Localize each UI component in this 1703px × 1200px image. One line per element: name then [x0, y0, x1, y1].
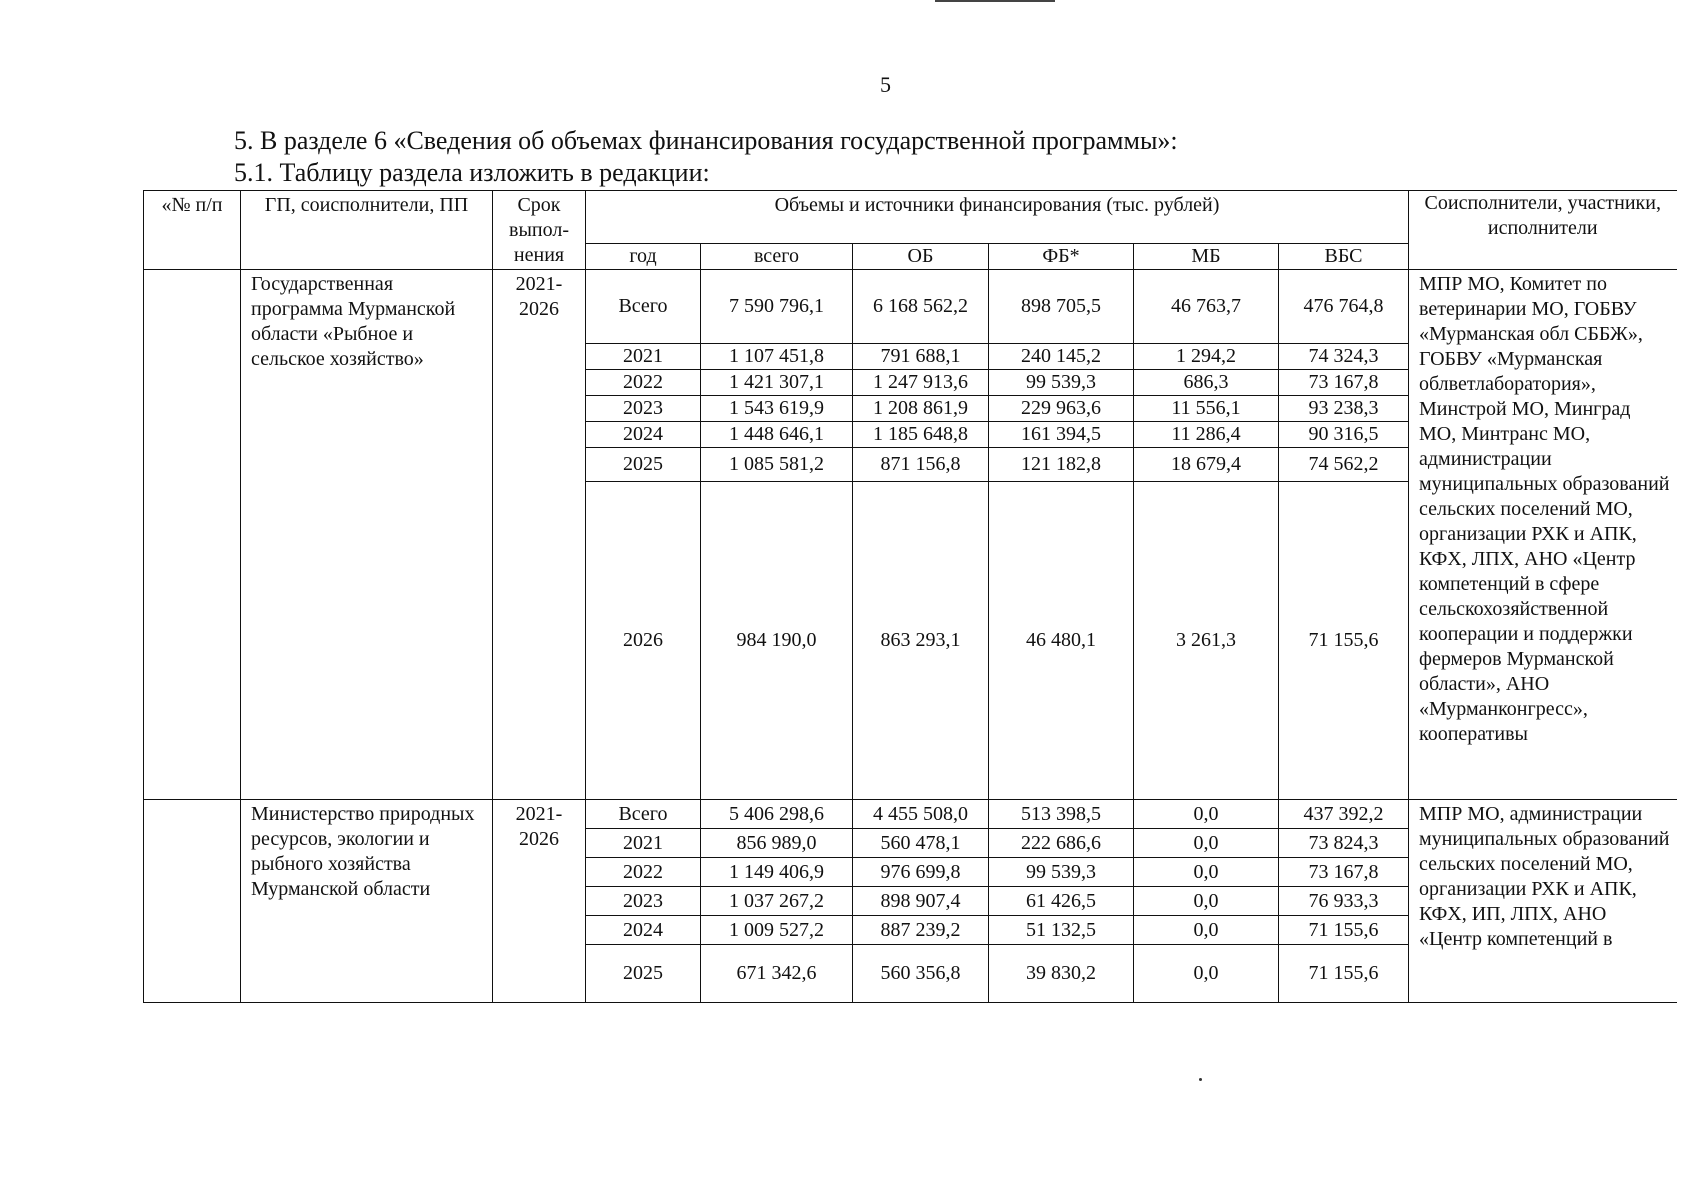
- mb-cell: 18 679,4: [1134, 448, 1279, 482]
- year-cell: 2025: [586, 945, 701, 1003]
- total-cell: 1 107 451,8: [701, 344, 853, 370]
- fb-cell: 46 480,1: [989, 482, 1134, 800]
- year-cell: 2021: [586, 829, 701, 858]
- ob-cell: 791 688,1: [853, 344, 989, 370]
- page-number: 5: [880, 72, 891, 97]
- ob-cell: 6 168 562,2: [853, 270, 989, 344]
- total-cell: 1 543 619,9: [701, 396, 853, 422]
- header-name: ГП, соисполнители, ПП: [241, 191, 493, 270]
- section-heading: 5. В разделе 6 «Сведения об объемах финансирования государственной программы»:: [234, 126, 1178, 155]
- year-cell: Всего: [586, 270, 701, 344]
- vbs-cell: 74 562,2: [1279, 448, 1409, 482]
- funding-table: [143, 190, 1677, 1003]
- fb-cell: 229 963,6: [989, 396, 1134, 422]
- subsection-heading: 5.1. Таблицу раздела изложить в редакции:: [234, 158, 710, 187]
- header-fb: ФБ*: [989, 244, 1134, 270]
- mb-cell: 0,0: [1134, 887, 1279, 916]
- header-total: всего: [701, 244, 853, 270]
- mb-cell: 11 286,4: [1134, 422, 1279, 448]
- total-cell: 1 421 307,1: [701, 370, 853, 396]
- ob-cell: 560 478,1: [853, 829, 989, 858]
- mb-cell: 0,0: [1134, 945, 1279, 1003]
- mb-cell: 686,3: [1134, 370, 1279, 396]
- scan-speck: [1199, 1078, 1202, 1081]
- year-cell: 2023: [586, 887, 701, 916]
- mb-cell: 46 763,7: [1134, 270, 1279, 344]
- year-cell: 2024: [586, 422, 701, 448]
- total-cell: 1 085 581,2: [701, 448, 853, 482]
- total-cell: 1 009 527,2: [701, 916, 853, 945]
- year-cell: 2025: [586, 448, 701, 482]
- total-cell: 1 448 646,1: [701, 422, 853, 448]
- vbs-cell: 73 167,8: [1279, 370, 1409, 396]
- vbs-cell: 74 324,3: [1279, 344, 1409, 370]
- fb-cell: 61 426,5: [989, 887, 1134, 916]
- total-cell: 1 149 406,9: [701, 858, 853, 887]
- fb-cell: 240 145,2: [989, 344, 1134, 370]
- top-edge-mark: [935, 0, 1055, 2]
- year-cell: Всего: [586, 800, 701, 829]
- row-num-cell: [144, 270, 241, 800]
- table-row: [144, 270, 1677, 344]
- total-cell: 856 989,0: [701, 829, 853, 858]
- ob-cell: 1 208 861,9: [853, 396, 989, 422]
- mb-cell: 0,0: [1134, 800, 1279, 829]
- mb-cell: 1 294,2: [1134, 344, 1279, 370]
- vbs-cell: 71 155,6: [1279, 482, 1409, 800]
- mb-cell: 0,0: [1134, 858, 1279, 887]
- fb-cell: 99 539,3: [989, 370, 1134, 396]
- program-period: 2021-2026: [493, 270, 586, 800]
- header-vbs: ВБС: [1279, 244, 1409, 270]
- ob-cell: 560 356,8: [853, 945, 989, 1003]
- mb-cell: 0,0: [1134, 916, 1279, 945]
- year-cell: 2026: [586, 482, 701, 800]
- ministry-partners: МПР МО, администрации муниципальных образований сельских поселений МО, организации РХК и АПК, КФХ, ИП, ЛПХ, АНО «Центр компетенций в: [1409, 800, 1677, 1003]
- header-partners: Соисполнители, участники, исполнители: [1409, 191, 1677, 270]
- fb-cell: 99 539,3: [989, 858, 1134, 887]
- ob-cell: 887 239,2: [853, 916, 989, 945]
- program-name: Государственная программа Мурманской области «Рыбное и сельское хозяйство»: [241, 270, 493, 800]
- ministry-period: 2021-2026: [493, 800, 586, 1003]
- year-cell: 2022: [586, 370, 701, 396]
- mb-cell: 11 556,1: [1134, 396, 1279, 422]
- total-cell: 7 590 796,1: [701, 270, 853, 344]
- header-ob: ОБ: [853, 244, 989, 270]
- mb-cell: 0,0: [1134, 829, 1279, 858]
- total-cell: 671 342,6: [701, 945, 853, 1003]
- year-cell: 2022: [586, 858, 701, 887]
- fb-cell: 39 830,2: [989, 945, 1134, 1003]
- year-cell: 2023: [586, 396, 701, 422]
- vbs-cell: 76 933,3: [1279, 887, 1409, 916]
- vbs-cell: 476 764,8: [1279, 270, 1409, 344]
- ob-cell: 1 247 913,6: [853, 370, 989, 396]
- vbs-cell: 71 155,6: [1279, 916, 1409, 945]
- ministry-name: Министерство природных ресурсов, экологии и рыбного хозяйства Мурманской области: [241, 800, 493, 1003]
- fb-cell: 161 394,5: [989, 422, 1134, 448]
- header-mb: МБ: [1134, 244, 1279, 270]
- vbs-cell: 93 238,3: [1279, 396, 1409, 422]
- total-cell: 1 037 267,2: [701, 887, 853, 916]
- header-num: «№ п/п: [144, 191, 241, 270]
- ob-cell: 871 156,8: [853, 448, 989, 482]
- header-period: [493, 191, 586, 270]
- ob-cell: 1 185 648,8: [853, 422, 989, 448]
- header-period-part: Срок: [517, 194, 561, 216]
- vbs-cell: 90 316,5: [1279, 422, 1409, 448]
- ob-cell: 898 907,4: [853, 887, 989, 916]
- year-cell: 2021: [586, 344, 701, 370]
- header-funding: Объемы и источники финансирования (тыс. рублей): [586, 191, 1409, 244]
- fb-cell: 222 686,6: [989, 829, 1134, 858]
- vbs-cell: 73 824,3: [1279, 829, 1409, 858]
- header-period-part: выпол-: [509, 219, 569, 241]
- total-cell: 984 190,0: [701, 482, 853, 800]
- ob-cell: 976 699,8: [853, 858, 989, 887]
- table-row: [144, 800, 1677, 829]
- row-num-cell: [144, 800, 241, 1003]
- header-year: год: [586, 244, 701, 270]
- header-period-part: нения: [513, 244, 565, 266]
- ob-cell: 4 455 508,0: [853, 800, 989, 829]
- ob-cell: 863 293,1: [853, 482, 989, 800]
- fb-cell: 121 182,8: [989, 448, 1134, 482]
- mb-cell: 3 261,3: [1134, 482, 1279, 800]
- total-cell: 5 406 298,6: [701, 800, 853, 829]
- vbs-cell: 73 167,8: [1279, 858, 1409, 887]
- program-partners: МПР МО, Комитет по ветеринарии МО, ГОБВУ «Мурманская обл СББЖ», ГОБВУ «Мурманская облветлаборатория», Минстрой МО, Минград МО, Минтранс МО, администрации муниципальных образований сельских поселений МО, организации РХК и АПК, КФХ, ЛПХ, АНО «Центр компетенций в сфере сельскохозяйственной кооперации и поддержки фермеров Мурманской области», АНО «Мурманконгресс», кооперативы: [1409, 270, 1677, 800]
- fb-cell: 513 398,5: [989, 800, 1134, 829]
- fb-cell: 898 705,5: [989, 270, 1134, 344]
- vbs-cell: 71 155,6: [1279, 945, 1409, 1003]
- fb-cell: 51 132,5: [989, 916, 1134, 945]
- year-cell: 2024: [586, 916, 701, 945]
- vbs-cell: 437 392,2: [1279, 800, 1409, 829]
